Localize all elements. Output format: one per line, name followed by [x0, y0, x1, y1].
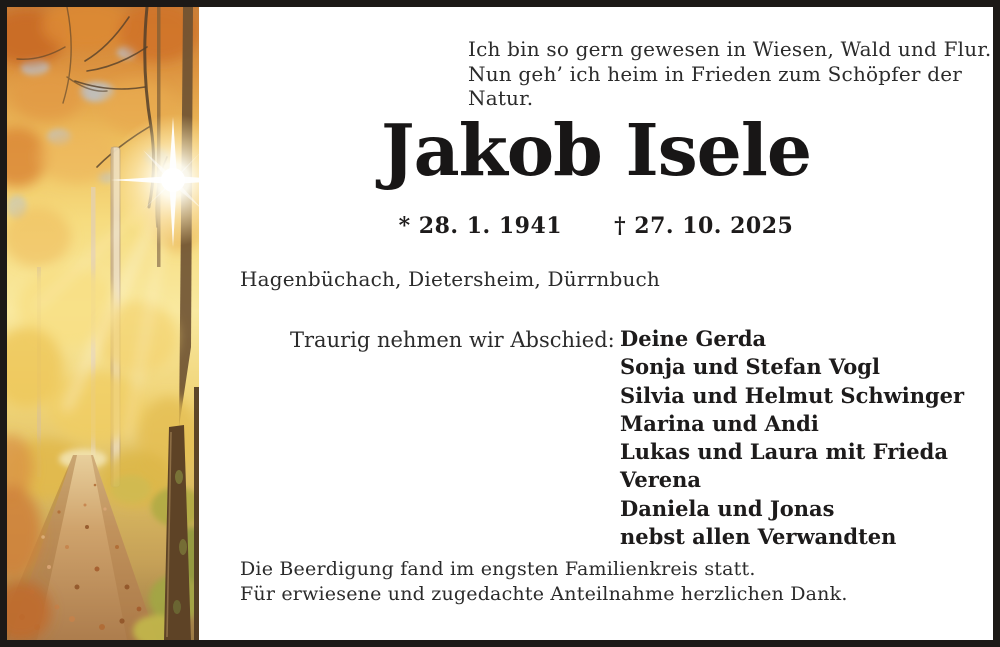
- epitaph-line-1: Ich bin so gern gewesen in Wiesen, Wald und Flur.: [468, 37, 992, 61]
- mourners-list: [620, 325, 964, 551]
- closing-line-1: Die Beerdigung fand im engsten Familienkreis statt.: [240, 558, 756, 580]
- closing-text: [240, 557, 848, 607]
- mourner-line: Deine Gerda: [620, 326, 767, 351]
- forest-photo-art: [7, 7, 199, 640]
- mourner-line: Verena: [620, 467, 702, 493]
- epitaph: [468, 37, 993, 111]
- forest-photo: [7, 7, 199, 640]
- epitaph-line-2: Nun geh’ ich heim in Frieden zum Schöpfer der Natur.: [468, 61, 963, 110]
- mourner-line: Marina und Andi: [620, 410, 819, 436]
- obituary-content: [199, 7, 993, 640]
- mourner-line: Silvia und Helmut Schwinger: [620, 382, 965, 408]
- farewell-label: Traurig nehmen wir Abschied:: [290, 328, 615, 352]
- birth-date: * 28. 1. 1941: [398, 213, 563, 239]
- deceased-name: Jakob Isele: [380, 108, 811, 192]
- mourner-line: Daniela und Jonas: [620, 495, 835, 521]
- mourner-line: Lukas und Laura mit Frieda: [620, 439, 948, 465]
- death-date: † 27. 10. 2025: [614, 213, 794, 239]
- life-dates: [199, 213, 993, 239]
- mourner-line: Sonja und Stefan Vogl: [620, 354, 880, 380]
- mourner-line: nebst allen Verwandten: [620, 524, 897, 550]
- locations-line: Hagenbüchach, Dietersheim, Dürrnbuch: [240, 267, 661, 291]
- closing-line-2: Für erwiesene und zugedachte Anteilnahme herzlichen Dank.: [240, 583, 848, 605]
